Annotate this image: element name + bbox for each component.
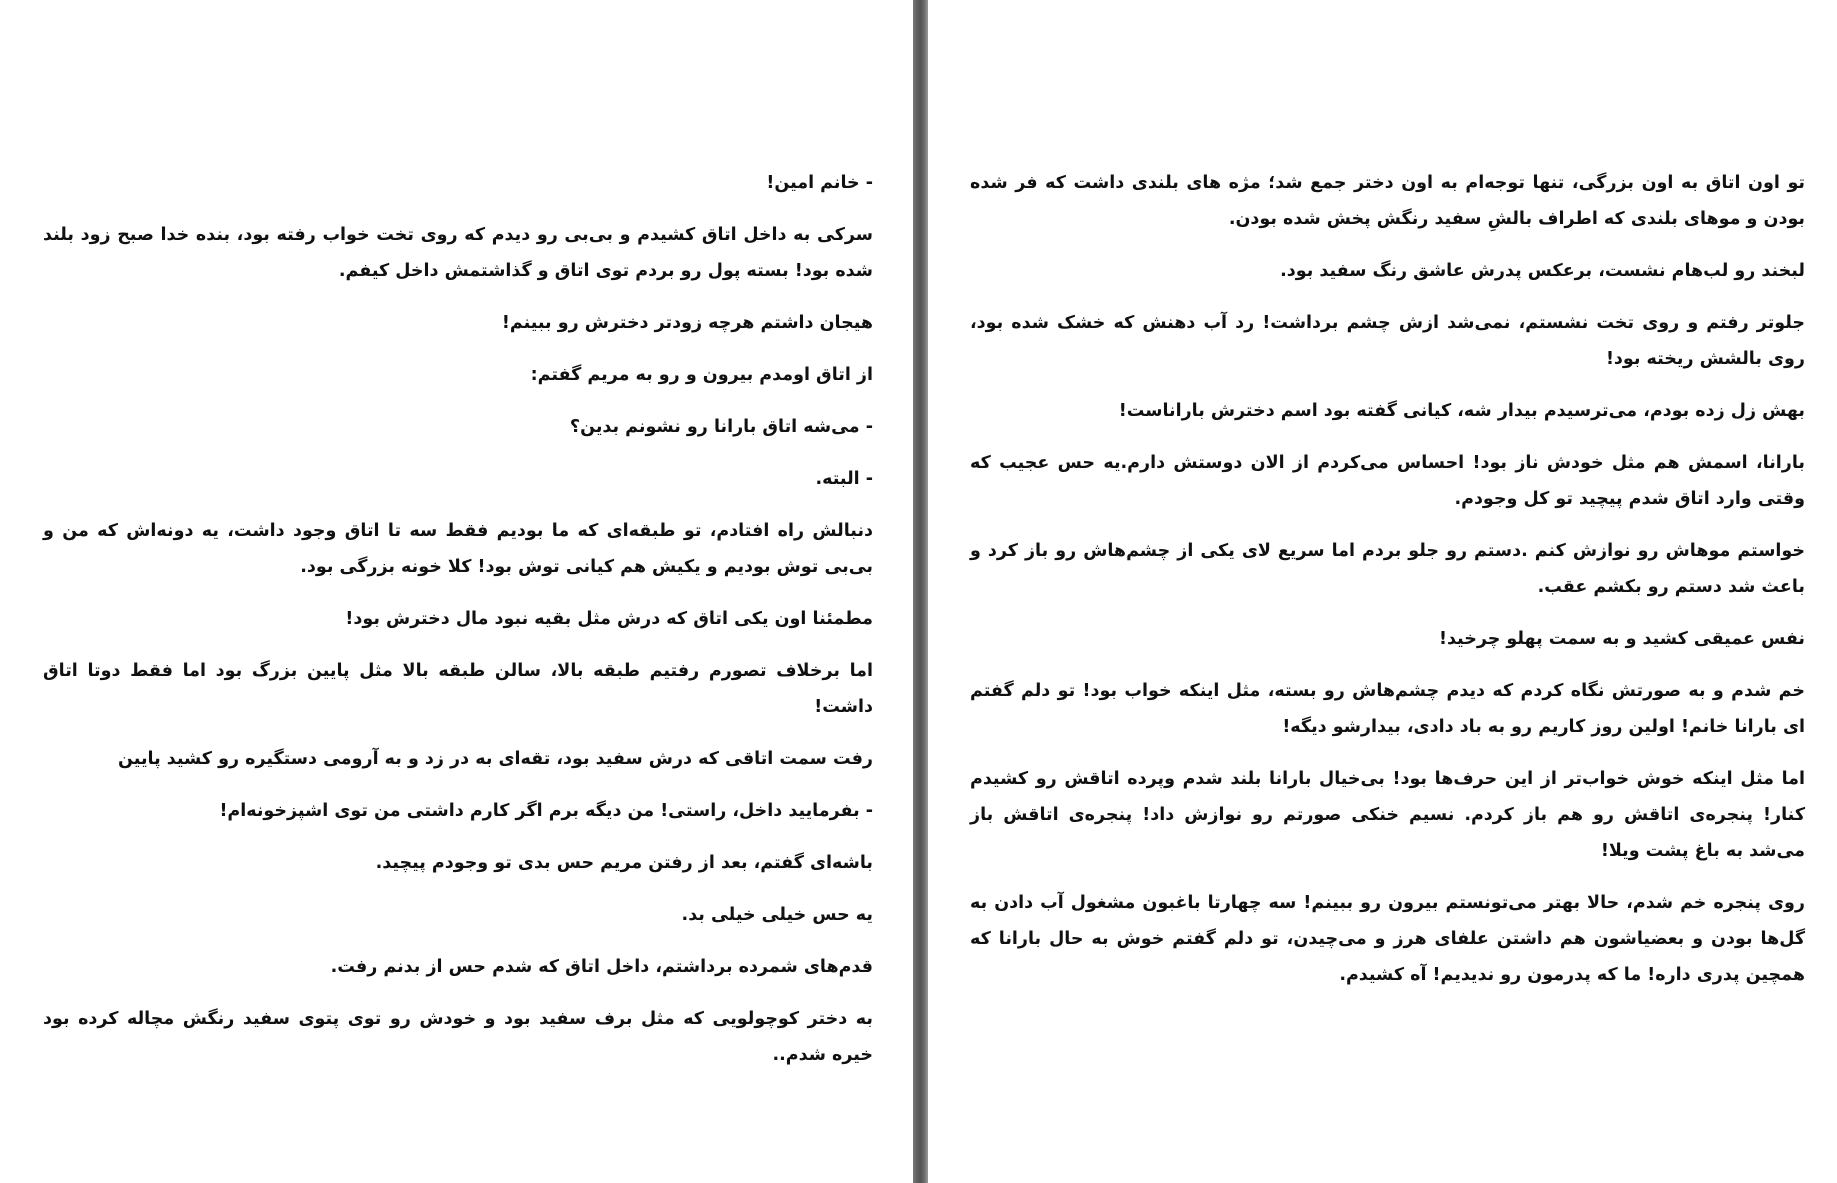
paragraph: روی پنجره خم شدم، حالا بهتر می‌تونستم بیرون رو ببینم! سه چهارتا باغبون مشغول آب دادن به گل‌ها بودن و بعضیاشون هم داشتن علفای هرز و می‌چیدن، تو دلم گفتم خوش به حال بارانا که همچین پدری داره! ما که پدرمون رو ندیدیم! آه کشیدم. — [970, 893, 1805, 985]
paragraph: اما مثل اینکه خوش خواب‌تر از این حرف‌ها بود! بی‌خیال بارانا بلند شدم وپرده اتاقش رو کشیدم کنار! پنجره‌ی اتاقش رو هم باز کردم. نسیم خنکی صورتم رو نوازش داد! پنجره‌ی اتاقش باز می‌شد به باغ پشت ویلا! — [970, 769, 1805, 861]
paragraph: سرکی به داخل اتاق کشیدم و بی‌بی رو دیدم که روی تخت خواب رفته بود، بنده خدا صبح زود بلند شده بود! بسته پول رو بردم توی اتاق و گذاشتمش داخل کیفم. — [43, 225, 873, 281]
paragraph: دنبالش راه افتادم، تو طبقه‌ای که ما بودیم فقط سه تا اتاق وجود داشت، یه دونه‌اش که من و بی‌بی توش بودیم و یکیش هم کیانی توش بود! کلا خونه بزرگی بود. — [43, 521, 873, 577]
left-page-text — [43, 165, 873, 1089]
paragraph: خم شدم و به صورتش نگاه کردم که دیدم چشم‌هاش رو بسته، مثل اینکه خواب بود! تو دلم گفتم ای بارانا خانم! اولین روز کاریم رو به باد دادی، بیدارشو دیگه! — [970, 681, 1805, 737]
paragraph: نفس عمیقی کشید و به سمت پهلو چرخید! — [1438, 629, 1805, 649]
paragraph: لبخند رو لب‌هام نشست، برعکس پدرش عاشق رنگ سفید بود. — [1280, 261, 1805, 281]
right-page — [928, 0, 1837, 1183]
paragraph: مطمئنا اون یکی اتاق که درش مثل بقیه نبود مال دخترش بود! — [345, 609, 873, 629]
paragraph: هیجان داشتم هرچه زودتر دخترش رو ببینم! — [501, 313, 873, 333]
paragraph: رفت سمت اتاقی که درش سفید بود، تقه‌ای به در زد و به آرومی دستگیره رو کشید پایین — [118, 749, 873, 769]
paragraph: - بفرمایید داخل، راستی! من دیگه برم اگر کارم داشتی من توی اشپزخونه‌ام! — [219, 801, 873, 821]
paragraph: بهش زل زده بودم، می‌ترسیدم بیدار شه، کیانی گفته بود اسم دخترش باراناست! — [1118, 401, 1805, 421]
paragraph: اما برخلاف تصورم رفتیم طبقه بالا، سالن طبقه بالا مثل پایین بزرگ بود اما فقط دوتا اتاق داشت! — [43, 661, 873, 717]
paragraph: بارانا، اسمش هم مثل خودش ناز بود! احساس می‌کردم از الان دوستش دارم.یه حس عجیب که وقتی وارد اتاق شدم پیچید تو کل وجودم. — [970, 453, 1805, 509]
right-page-text — [970, 165, 1805, 1009]
paragraph: باشه‌ای گفتم، بعد از رفتن مریم حس بدی تو وجودم پیچید. — [375, 853, 873, 873]
left-page — [0, 0, 913, 1183]
paragraph: یه حس خیلی خیلی بد. — [681, 905, 873, 925]
paragraph: - می‌شه اتاق بارانا رو نشونم بدین؟ — [569, 417, 873, 437]
paragraph: به دختر کوچولویی که مثل برف سفید بود و خودش رو توی پتوی سفید رنگش مچاله کرده بود خیره شدم.. — [43, 1009, 873, 1065]
paragraph: قدم‌های شمرده برداشتم، داخل اتاق که شدم حس از بدنم رفت. — [330, 957, 873, 977]
paragraph: جلوتر رفتم و روی تخت نشستم، نمی‌شد ازش چشم برداشت! رد آب دهنش که خشک شده بود، روی بالشش ریخته بود! — [970, 313, 1805, 369]
page-gutter — [913, 0, 928, 1183]
paragraph: از اتاق اومدم بیرون و رو به مریم گفتم: — [530, 365, 873, 385]
paragraph: خواستم موهاش رو نوازش کنم .دستم رو جلو بردم اما سریع لای یکی از چشم‌هاش رو باز کرد و باعث شد دستم رو بکشم عقب. — [970, 541, 1805, 597]
paragraph: - البته. — [815, 469, 873, 489]
paragraph: - خانم امین! — [766, 173, 873, 193]
paragraph: تو اون اتاق به اون بزرگی، تنها توجه‌ام به اون دختر جمع شد؛ مژه های بلندی داشت که فر شده بودن و موهای بلندی که اطراف بالشِ سفید رنگش پخش شده بودن. — [970, 173, 1805, 229]
